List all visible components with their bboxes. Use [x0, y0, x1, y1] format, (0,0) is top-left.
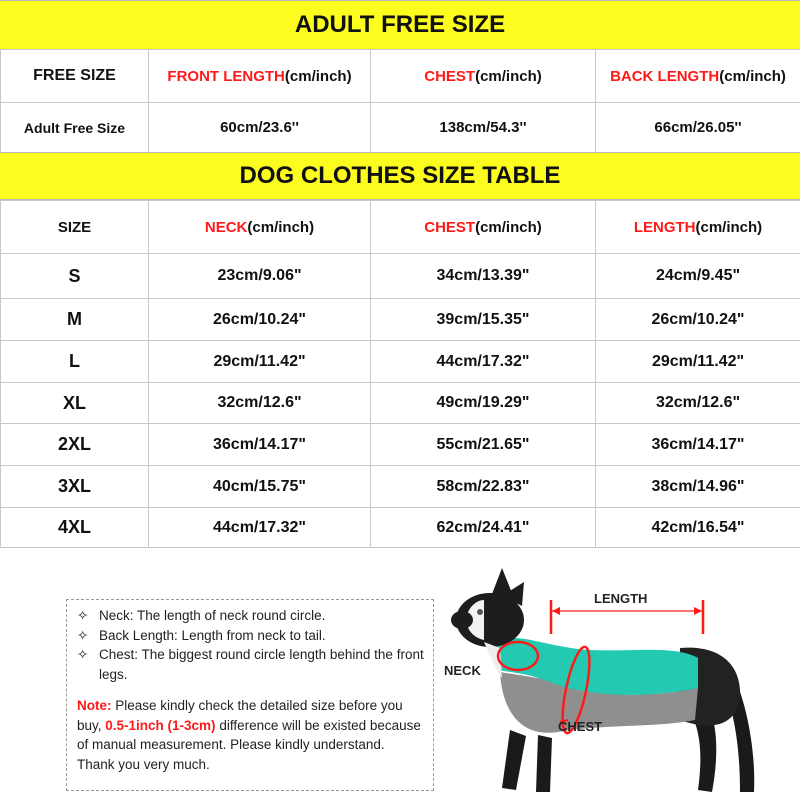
adult-header-row — [1, 50, 800, 103]
size-cell: XL — [1, 383, 149, 424]
header-size: SIZE — [1, 201, 149, 254]
length-label: LENGTH — [594, 591, 647, 606]
adult-chest-cell: 138cm/54.3'' — [371, 103, 596, 153]
chest-cell: 49cm/19.29" — [371, 383, 596, 424]
chest-cell: 34cm/13.39" — [371, 254, 596, 299]
chest-label: CHEST — [558, 719, 602, 734]
table-row — [1, 383, 800, 424]
sparkle-icon: ✧ — [77, 606, 99, 626]
note-highlight: 0.5-1inch (1-3cm) — [105, 718, 215, 733]
table-row — [1, 299, 800, 341]
header-chest: CHEST(cm/inch) — [371, 50, 596, 103]
note-bullet-neck: ✧ Neck: The length of neck round circle. — [77, 606, 425, 626]
neck-cell: 32cm/12.6" — [149, 383, 371, 424]
chest-cell: 58cm/22.83" — [371, 466, 596, 508]
size-cell: M — [1, 299, 149, 341]
length-cell: 24cm/9.45" — [596, 254, 800, 299]
header-neck: NECK(cm/inch) — [149, 201, 371, 254]
length-cell: 38cm/14.96" — [596, 466, 800, 508]
neck-cell: 29cm/11.42" — [149, 341, 371, 383]
adult-size-banner — [0, 0, 800, 50]
table-row — [1, 424, 800, 466]
adult-front-length-cell: 60cm/23.6'' — [149, 103, 371, 153]
table-row — [1, 466, 800, 508]
neck-label: NECK — [444, 663, 481, 678]
dog-measurement-diagram — [440, 560, 800, 800]
neck-cell: 44cm/17.32" — [149, 508, 371, 548]
size-cell: 2XL — [1, 424, 149, 466]
adult-data-row — [1, 103, 800, 153]
header-free-size: FREE SIZE — [1, 50, 149, 103]
measurement-notes — [66, 599, 434, 791]
note-bullet-chest: ✧ Chest: The biggest round circle length behind the front legs. — [77, 645, 425, 684]
chest-cell: 55cm/21.65" — [371, 424, 596, 466]
note-label: Note: — [77, 698, 112, 713]
adult-back-length-cell: 66cm/26.05'' — [596, 103, 800, 153]
dog-size-title: DOG CLOTHES SIZE TABLE — [240, 162, 561, 190]
size-cell: L — [1, 341, 149, 383]
chest-cell: 62cm/24.41" — [371, 508, 596, 548]
neck-cell: 23cm/9.06" — [149, 254, 371, 299]
dog-size-table — [0, 200, 800, 548]
sparkle-icon: ✧ — [77, 645, 99, 684]
neck-cell: 36cm/14.17" — [149, 424, 371, 466]
note-bullet-back-length: ✧ Back Length: Length from neck to tail. — [77, 626, 425, 646]
dog-header-row — [1, 201, 800, 254]
length-cell: 36cm/14.17" — [596, 424, 800, 466]
adult-size-table — [0, 49, 800, 153]
table-row — [1, 341, 800, 383]
length-cell: 29cm/11.42" — [596, 341, 800, 383]
adult-size-title: ADULT FREE SIZE — [295, 11, 505, 39]
length-cell: 26cm/10.24" — [596, 299, 800, 341]
header-front-length: FRONT LENGTH(cm/inch) — [149, 50, 371, 103]
table-row — [1, 254, 800, 299]
header-back-length: BACK LENGTH(cm/inch) — [596, 50, 800, 103]
dog-size-banner — [0, 152, 800, 200]
header-length: LENGTH(cm/inch) — [596, 201, 800, 254]
chest-cell: 39cm/15.35" — [371, 299, 596, 341]
sparkle-icon: ✧ — [77, 626, 99, 646]
adult-size-cell: Adult Free Size — [1, 103, 149, 153]
size-cell: S — [1, 254, 149, 299]
size-cell: 4XL — [1, 508, 149, 548]
length-cell: 42cm/16.54" — [596, 508, 800, 548]
chest-cell: 44cm/17.32" — [371, 341, 596, 383]
header-chest: CHEST(cm/inch) — [371, 201, 596, 254]
size-cell: 3XL — [1, 466, 149, 508]
size-difference-note: Note: Please kindly check the detailed size before you buy, 0.5-1inch (1-3cm) difference will be existed because of manual measurement. Please kindly understand. Thank you very much. — [77, 696, 425, 774]
table-row — [1, 508, 800, 548]
neck-cell: 40cm/15.75" — [149, 466, 371, 508]
length-cell: 32cm/12.6" — [596, 383, 800, 424]
neck-cell: 26cm/10.24" — [149, 299, 371, 341]
